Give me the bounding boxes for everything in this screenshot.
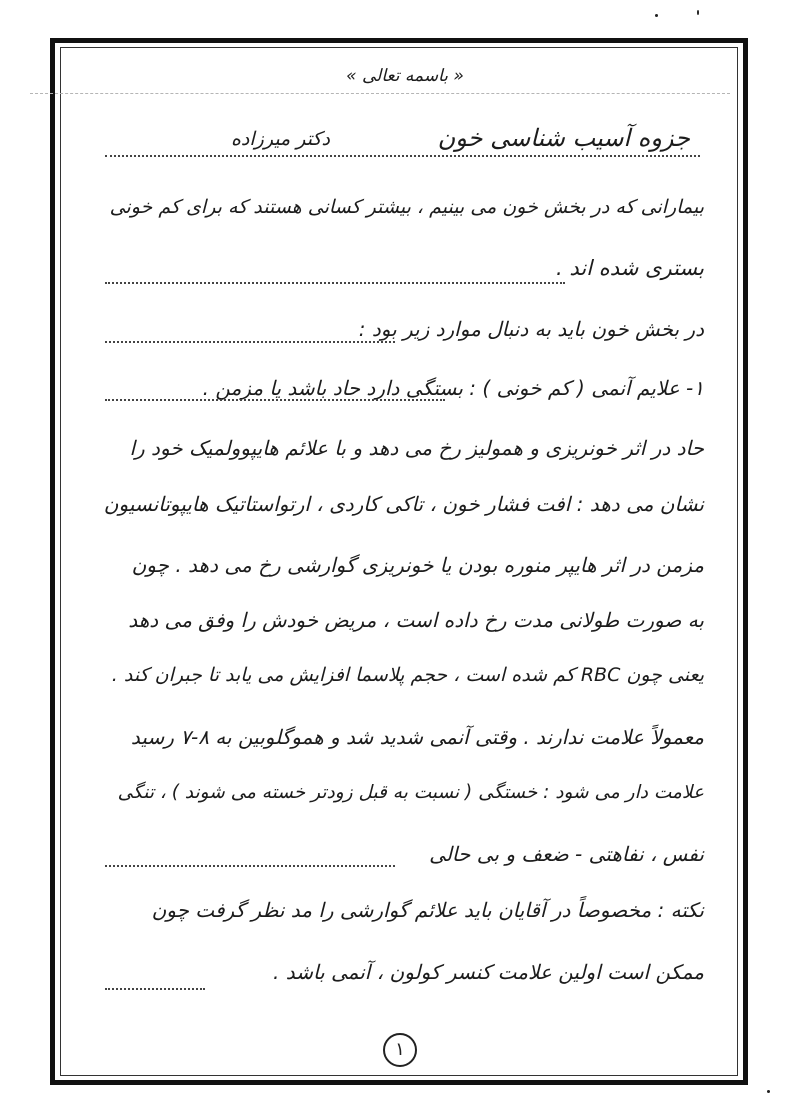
scan-speck (655, 14, 658, 17)
ruled-line (105, 155, 700, 157)
text-line: مزمن در اثر هایپر منوره بودن یا خونریزی گوارشی رخ می دهد . چون (131, 553, 704, 577)
document-title: جزوه آسیب شناسی خون (437, 124, 690, 152)
text-line: نفس ، نفاهتی - ضعف و بی حالی (429, 842, 704, 866)
page-number: ۱ (383, 1033, 417, 1067)
ruled-line (105, 399, 445, 401)
text-line: در بخش خون باید به دنبال موارد زیر بود : (358, 317, 704, 341)
document-author: دکتر میرزاده (230, 128, 330, 150)
scan-artifact-line (30, 93, 730, 94)
text-line: یعنی چون RBC کم شده است ، حجم پلاسما افزایش می یابد تا جبران کند . (111, 664, 704, 686)
text-line: بستری شده اند . (556, 256, 704, 280)
document-heading: « باسمه تعالی » (346, 66, 464, 86)
text-line: علامت دار می شود : خستگی ( نسبت به قبل زودتر خسته می شوند ) ، تنگی (117, 782, 704, 803)
ruled-line (105, 282, 565, 284)
scan-speck (767, 1090, 770, 1093)
text-line: ۱- علایم آنمی ( کم خونی ) : بستگی دارد حاد باشد یا مزمن . (202, 376, 704, 400)
text-line: نشان می دهد : افت فشار خون ، تاکی کاردی ، ارتواستاتیک هایپوتانسیون (103, 492, 704, 516)
text-line: نکته : مخصوصاً در آقایان باید علائم گوارشی را مد نظر گرفت چون (151, 898, 704, 922)
text-line: معمولاً علامت ندارند . وقتی آنمی شدید شد و هموگلوبین به ۸-۷ رسید (130, 725, 704, 749)
text-line: بیمارانی که در بخش خون می بینیم ، بیشتر کسانی هستند که برای کم خونی (109, 196, 704, 218)
text-line: به صورت طولانی مدت رخ داده است ، مریض خودش را وفق می دهد (128, 608, 704, 632)
text-line: حاد در اثر خونریزی و همولیز رخ می دهد و با علائم هایپوولمیک خود را (129, 436, 704, 460)
scan-speck (697, 10, 699, 15)
ruled-line (105, 865, 395, 867)
ruled-line (105, 341, 395, 343)
ruled-line (105, 988, 205, 990)
text-line: ممکن است اولین علامت کنسر کولون ، آنمی باشد . (273, 960, 704, 984)
